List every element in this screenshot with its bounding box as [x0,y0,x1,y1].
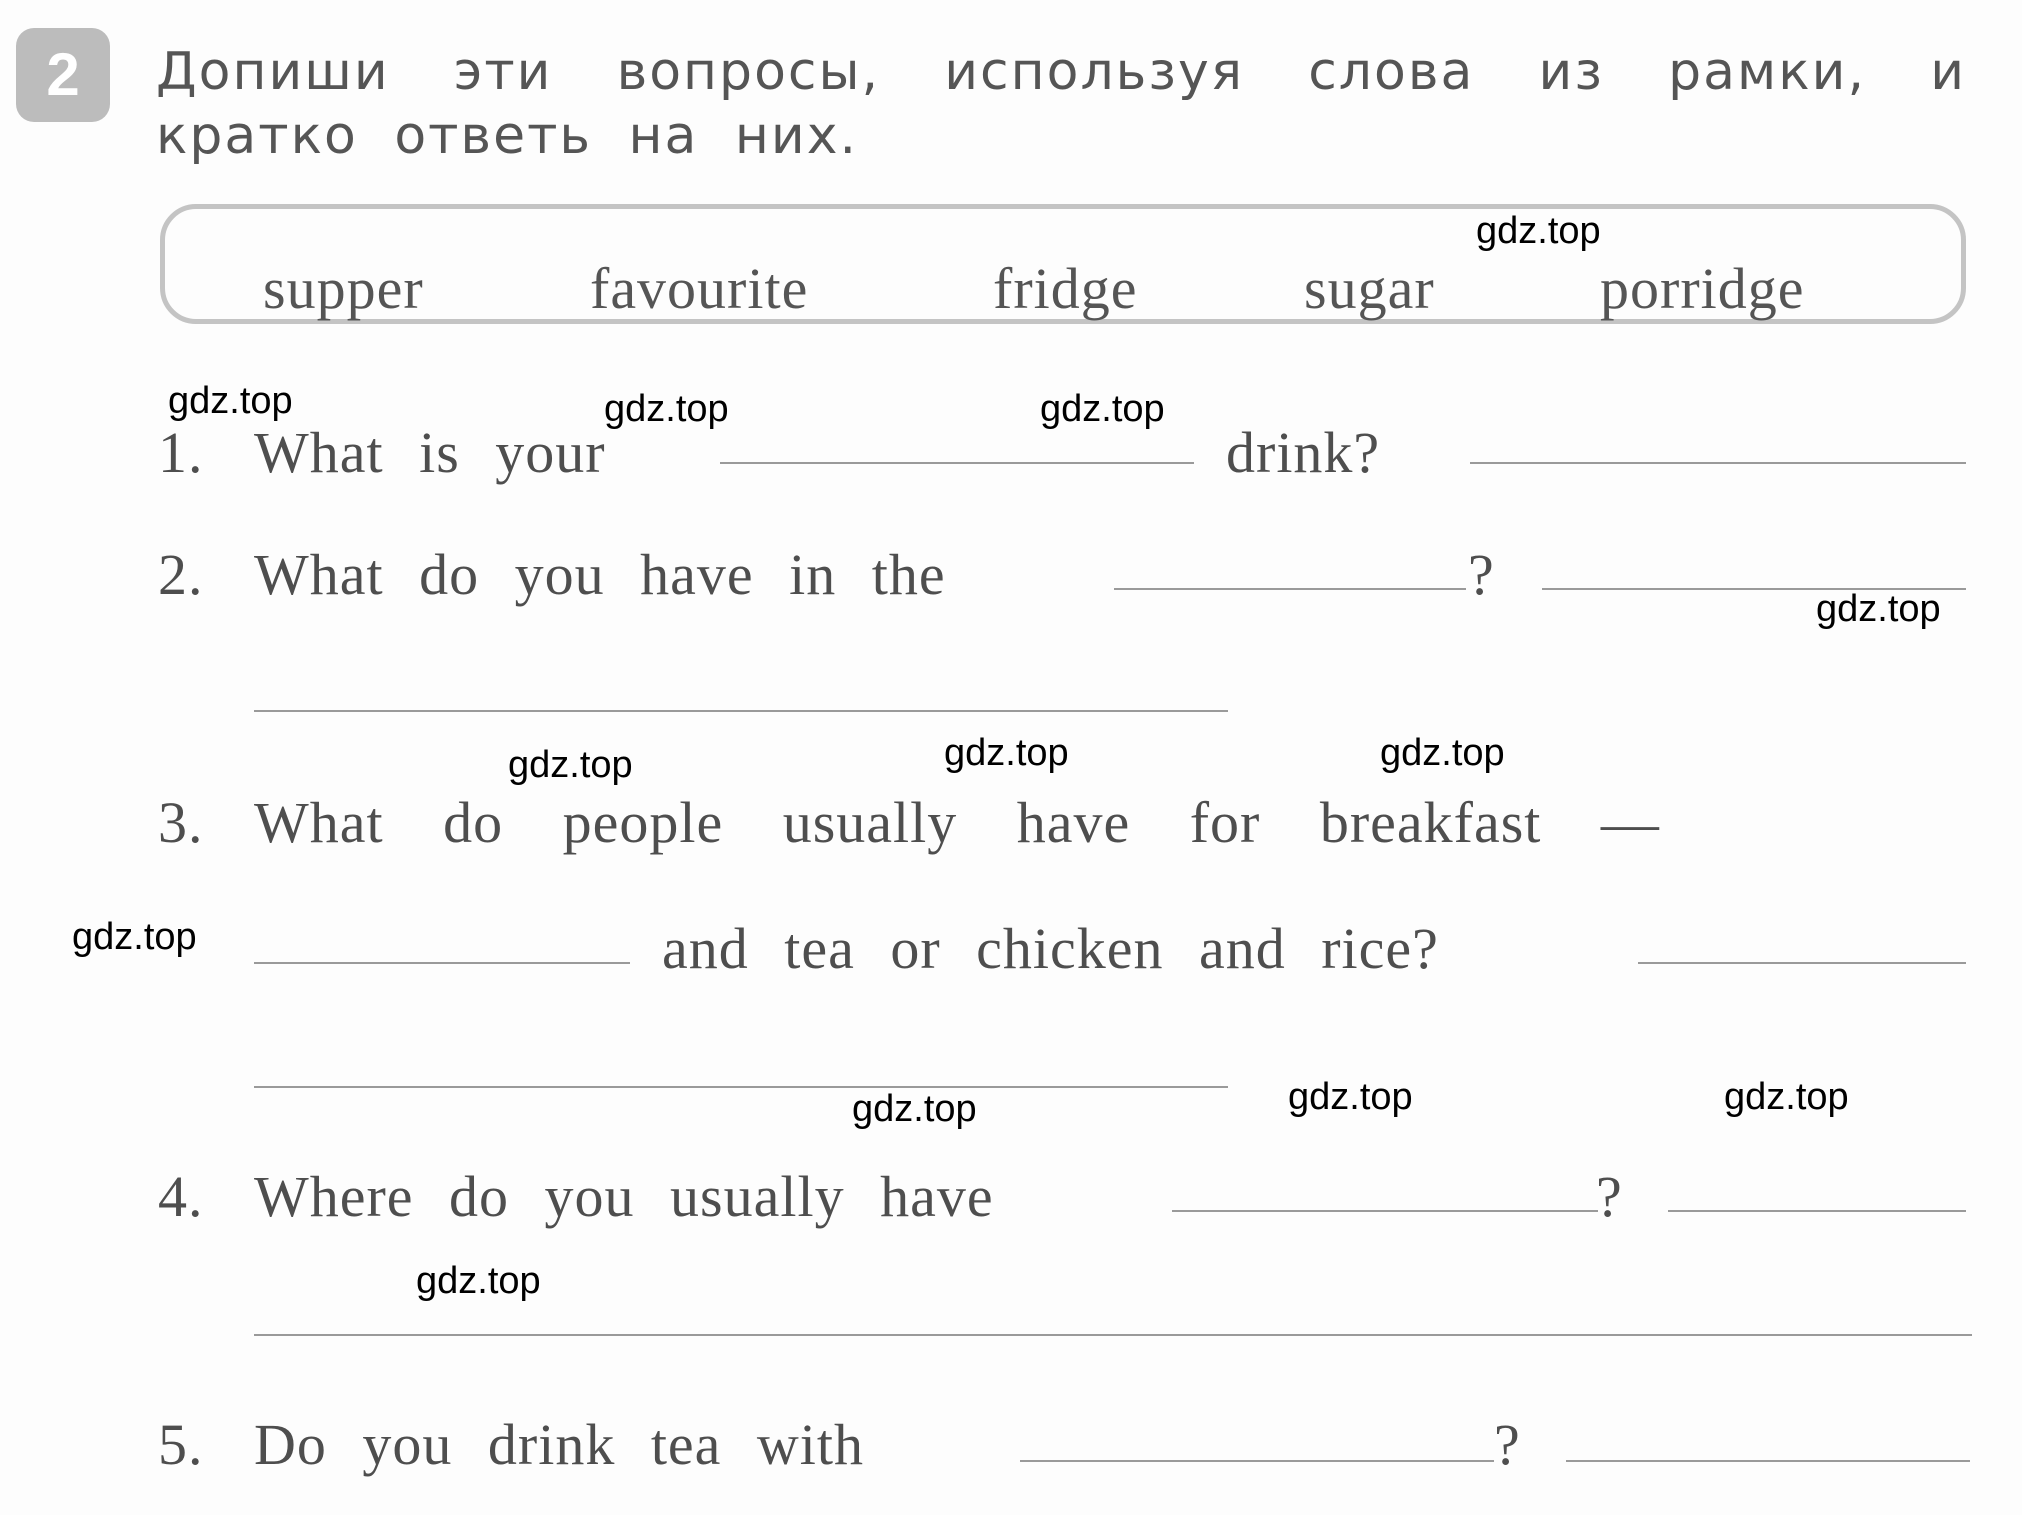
question-3-text: What do people usually have for breakfast — [254,790,1660,855]
question-3-answer-blank-2[interactable] [254,1086,1228,1088]
question-2-number: 2. [158,542,204,607]
word-box-item: favourite [590,256,809,321]
question-1-number: 1. [158,420,204,485]
word-box-item: fridge [993,256,1138,321]
question-3-number: 3. [158,790,204,855]
question-1-word-blank[interactable] [720,462,1194,464]
word-box-item: supper [263,256,424,321]
watermark-text: gdz.top [1040,388,1165,430]
watermark-text: gdz.top [944,732,1069,774]
question-3-text-end: and tea or chicken and rice? [662,916,1439,981]
watermark-text: gdz.top [852,1088,977,1130]
question-4-text-end: ? [1596,1164,1623,1229]
question-1-answer-blank[interactable] [1470,462,1966,464]
watermark-text: gdz.top [416,1260,541,1302]
question-1-text-end: drink? [1226,420,1381,485]
question-5-answer-blank[interactable] [1566,1460,1970,1462]
question-5-word-blank[interactable] [1020,1460,1494,1462]
watermark-text: gdz.top [508,744,633,786]
question-2-text: What do you have in the [254,542,946,607]
question-2-answer-blank-2[interactable] [254,710,1228,712]
question-2-text-end: ? [1468,542,1495,607]
question-5-number: 5. [158,1412,204,1477]
question-5-text-end: ? [1494,1412,1521,1477]
question-4-word-blank[interactable] [1172,1210,1598,1212]
watermark-text: gdz.top [1380,732,1505,774]
word-box-item: porridge [1600,256,1805,321]
watermark-text: gdz.top [1476,210,1601,252]
watermark-text: gdz.top [1288,1076,1413,1118]
watermark-text: gdz.top [1724,1076,1849,1118]
question-2-word-blank[interactable] [1114,588,1466,590]
watermark-text: gdz.top [72,916,197,958]
watermark-text: gdz.top [168,380,293,422]
exercise-instruction: Допиши эти вопросы, используя слова из рамки, и кратко ответь на них. [156,42,1966,166]
question-4-answer-blank[interactable] [1668,1210,1966,1212]
question-4-answer-blank-2[interactable] [254,1334,1972,1336]
question-5-text: Do you drink tea with [254,1412,865,1477]
watermark-text: gdz.top [1816,588,1941,630]
question-4-number: 4. [158,1164,204,1229]
exercise-number-badge: 2 [16,28,110,122]
watermark-text: gdz.top [604,388,729,430]
question-3-answer-blank[interactable] [1638,962,1966,964]
question-3-word-blank[interactable] [254,962,630,964]
question-4-text: Where do you usually have [254,1164,994,1229]
question-1-text: What is your [254,420,606,485]
word-box-item: sugar [1304,256,1435,321]
